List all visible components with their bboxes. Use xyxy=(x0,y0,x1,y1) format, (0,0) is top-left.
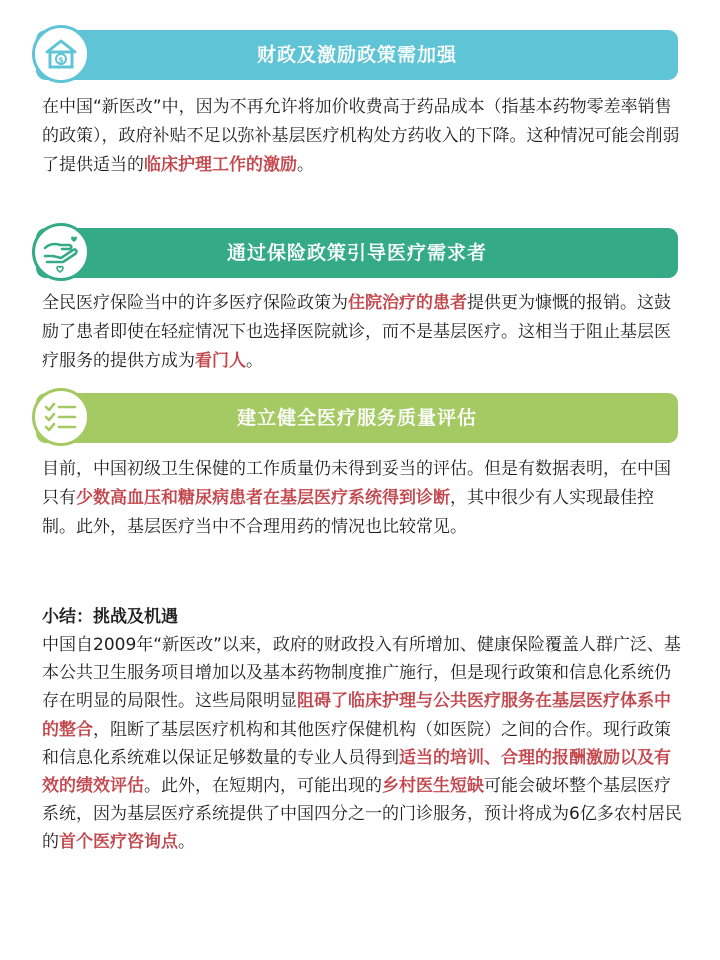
summary-title: 小结：挑战及机遇 xyxy=(42,607,178,627)
svg-text:$: $ xyxy=(58,55,64,65)
section-title: 建立健全医疗服务质量评估 xyxy=(236,407,477,429)
body-text: 。 xyxy=(297,155,314,175)
highlighted-text: 少数高血压和糖尿病患者在基层医疗系统得到诊断 xyxy=(76,488,450,508)
body-text: ，阻断了基层医疗机构和其他医疗保健机构（如医院）之间的合作。现行政策和信息化系统难以保证足够数量的专业人员得到 xyxy=(42,719,671,768)
section-header-quality xyxy=(36,393,678,443)
body-text: ，其中很少有人实现最佳控制。此外，基层医疗当中不合理用药的情况也比较常见。 xyxy=(42,488,654,537)
body-text: 在中国“新医改”中，因为不再允许将加价收费高于药品成本（指基本药物零差率销售的政策），政府补贴不足以弥补基层医疗机构处方药收入的下降。这种情况可能会削弱了提供适当的 xyxy=(42,97,680,175)
body-text: 可能会破坏整个基层医疗系统，因为基层医疗系统提供了中国四分之一的门诊服务，预计将成为6亿多农村居民的 xyxy=(42,776,682,853)
section-header-finance xyxy=(36,30,678,80)
highlighted-text: 适当的培训、合理的报酬激励以及有效的绩效评估 xyxy=(42,747,671,797)
body-text: 全民医疗保险当中的许多医疗保险政策为 xyxy=(42,293,348,313)
highlighted-text: 乡村医生短缺 xyxy=(382,776,484,797)
highlighted-text: 阻碍了临床护理与公共医疗服务在基层医疗体系中的整合 xyxy=(42,691,671,740)
body-text: 目前，中国初级卫生保健的工作质量仍未得到妥当的评估。但是有数据表明，在中国只有 xyxy=(42,459,671,508)
section-title: 通过保险政策引导医疗需求者 xyxy=(226,242,487,264)
section-title: 财政及激励政策需加强 xyxy=(256,44,457,66)
body-text: 提供更为慷慨的报销。这鼓励了患者即使在轻症情况下也选择医院就诊，而不是基层医疗。这相当于阻止基层医疗服务的提供方成为 xyxy=(42,293,671,371)
section-body-insurance xyxy=(42,289,682,376)
section-header-insurance xyxy=(36,228,678,278)
body-text: 。 xyxy=(246,351,263,371)
body-text: 中国自2009年“新医改”以来，政府的财政投入有所增加、健康保险覆盖人群广泛、基本公共卫生服务项目增加以及基本药物制度推广施行，但是现行政策和信息化系统仍存在明显的局限性。这些局限明显 xyxy=(42,635,681,712)
section-body-quality xyxy=(42,455,682,542)
highlighted-text: 首个医疗咨询点 xyxy=(59,832,178,853)
highlighted-text: 看门人 xyxy=(195,351,246,371)
summary-body xyxy=(42,631,682,857)
body-text: 。此外，在短期内，可能出现的 xyxy=(144,776,382,797)
highlighted-text: 临床护理工作的激励 xyxy=(144,155,297,175)
body-text: 。 xyxy=(178,832,195,853)
section-body-finance xyxy=(42,93,682,180)
highlighted-text: 住院治疗的患者 xyxy=(348,293,467,313)
